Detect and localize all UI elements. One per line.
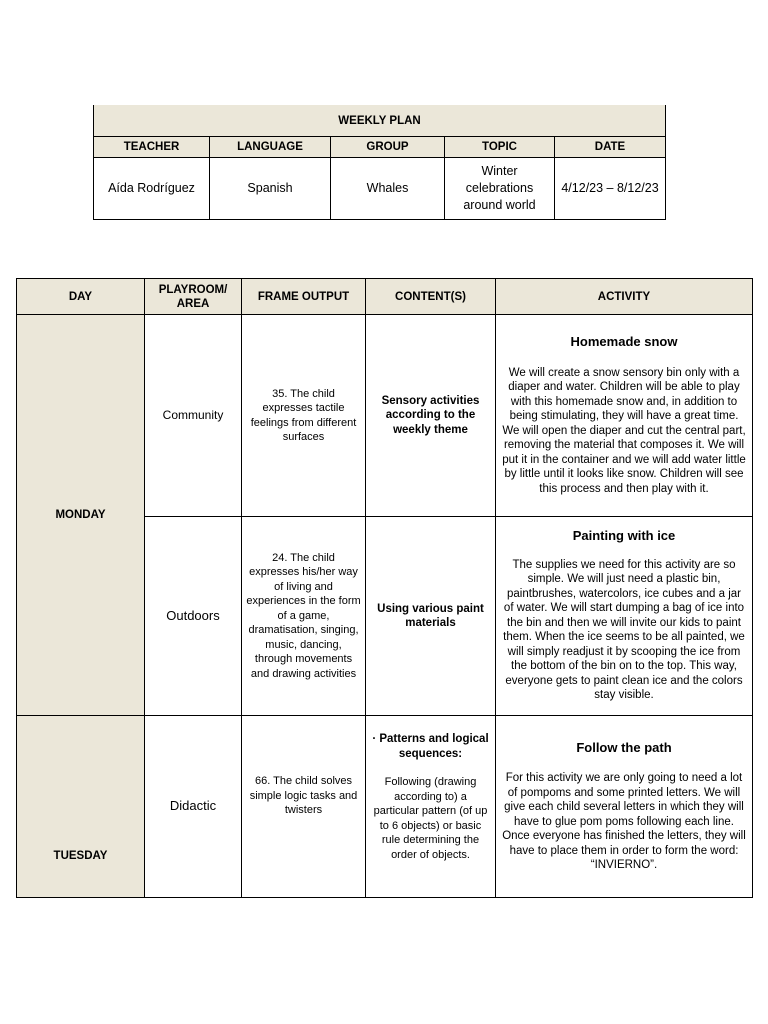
header-contents: CONTENT(S) [366, 279, 496, 315]
day-tuesday-label: TUESDAY [53, 850, 108, 863]
table-row [17, 315, 753, 517]
header-day: DAY [17, 279, 145, 315]
activity-cell [496, 716, 753, 898]
frame-output-cell: 66. The child solves simple logic tasks and twisters [242, 716, 366, 898]
header-area: PLAYROOM/ AREA [145, 279, 242, 315]
language-value: Spanish [210, 158, 331, 220]
topic-value: Winter celebrations around world [445, 158, 555, 220]
activity-description: We will create a snow sensory bin only with a diaper and water. Children will be able to play with this homemade snow and, in addition to being stimulating, they will have a great time. We will open the diaper and cut the central part, removing the material that composes it. We will put it in the container and we will add water little by little until it looks like snow. Children will see this process and then play with it. [502, 366, 746, 495]
day-monday: MONDAY [17, 315, 145, 716]
activity-title: Painting with ice [572, 528, 676, 544]
date-value: 4/12/23 – 8/12/23 [555, 158, 666, 220]
table-row [17, 716, 753, 898]
weekly-plan-table [93, 105, 666, 220]
header-date: DATE [555, 137, 666, 158]
activity-title: Follow the path [576, 739, 672, 755]
header-group: GROUP [331, 137, 445, 158]
area-cell: Didactic [145, 716, 242, 898]
header-topic: TOPIC [445, 137, 555, 158]
weekly-plan-title: WEEKLY PLAN [94, 105, 666, 137]
header-teacher: TEACHER [94, 137, 210, 158]
activity-description: The supplies we need for this activity are so simple. We will just need a plastic bin, paintbrushes, watercolors, ice cubes and a jar of water. We will start dumping a bag of ice into the bin and then we will invite our kids to paint them. When the ice seems to be all painted, we will simply readjust it by scooping the ice from the bottom of the bin on to the top. This way, everyone gets to paint clean ice and the colors stay visible. [503, 558, 745, 702]
content-title: · Patterns and logical sequences: [372, 733, 489, 760]
day-tuesday [17, 716, 145, 898]
activity-cell [496, 517, 753, 716]
activities-table [16, 278, 753, 898]
content-cell: Using various paint materials [366, 517, 496, 716]
group-value: Whales [331, 158, 445, 220]
header-frame-output: FRAME OUTPUT [242, 279, 366, 315]
activity-description: For this activity we are only going to need a lot of pompoms and some printed letters. We will give each child several letters in which they will have to glue pom poms following each line. Once everyone has finished the letters, they will have to place them in order to form the word: “INVIERNO”. [502, 772, 746, 871]
frame-output-cell: 24. The child expresses his/her way of living and experiences in the form of a game, dramatisation, singing, music, dancing, through movements and drawing activities [242, 517, 366, 716]
activity-cell [496, 315, 753, 517]
area-cell: Community [145, 315, 242, 517]
content-cell [366, 716, 496, 898]
area-cell: Outdoors [145, 517, 242, 716]
content-description: Following (drawing according to) a particular pattern (of up to 6 objects) or basic rule determining the order of objects. [373, 776, 488, 861]
teacher-value: Aída Rodríguez [94, 158, 210, 220]
header-language: LANGUAGE [210, 137, 331, 158]
frame-output-cell: 35. The child expresses tactile feelings from different surfaces [242, 315, 366, 517]
header-activity: ACTIVITY [496, 279, 753, 315]
activity-title: Homemade snow [570, 334, 678, 349]
content-cell: Sensory activities according to the weekly theme [366, 315, 496, 517]
